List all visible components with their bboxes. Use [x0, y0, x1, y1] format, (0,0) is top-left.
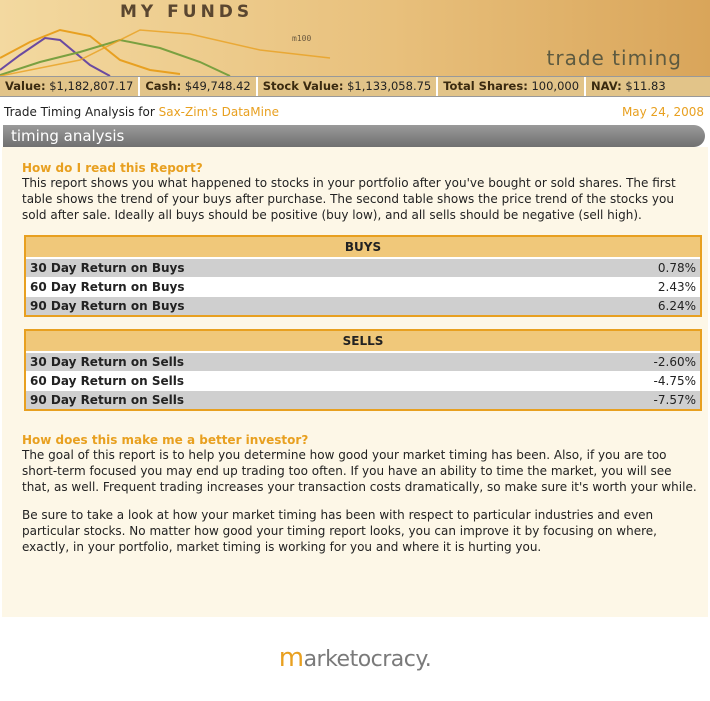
sells-table [24, 329, 702, 411]
fund-stats-bar [0, 76, 710, 97]
report-content [2, 147, 708, 617]
sells-table-header: SELLS [26, 331, 700, 352]
stat-value: Value: $1,182,807.17 [0, 77, 140, 96]
buys-table [24, 235, 702, 317]
table-row: 30 Day Return on Sells -2.60% [26, 352, 700, 371]
table-row: 60 Day Return on Buys 2.43% [26, 277, 700, 296]
paragraph-industries: Be sure to take a look at how your market timing has been with respect to particular industries and even particular stocks. No matter how good your timing report looks, you can improve it by focusing on where, exactly, in your portfolio, market timing is working for you and where it is hurting you. [22, 508, 657, 554]
stat-nav: NAV: $11.83 [586, 77, 710, 96]
buys-table-header: BUYS [26, 237, 700, 258]
marketocracy-logo[interactable]: marketocracy. [278, 643, 432, 673]
stat-total-shares: Total Shares: 100,000 [438, 77, 586, 96]
paragraph-better-investor: The goal of this report is to help you determine how good your market timing has been. Also, if you are too short-term focused you may end up trading too often. If you have an ability to time the market, you will see that, as well. Frequent trading increases your transaction costs dramatically, so make sure it's worth your while. [22, 448, 697, 494]
banner-title: MY FUNDS [120, 2, 254, 22]
question-better-investor: How does this make me a better investor? [22, 433, 309, 447]
table-row: 30 Day Return on Buys 0.78% [26, 258, 700, 277]
stat-stock-value: Stock Value: $1,133,058.75 [258, 77, 439, 96]
report-date: May 24, 2008 [621, 105, 704, 119]
stat-cash: Cash: $49,748.42 [140, 77, 257, 96]
analysis-subheader [0, 97, 710, 121]
table-row: 90 Day Return on Buys 6.24% [26, 296, 700, 315]
question-read-report: How do I read this Report? [22, 161, 203, 175]
banner-chart-label: m100 [292, 34, 312, 43]
fund-link[interactable]: Sax-Zim's DataMine [158, 105, 279, 119]
analysis-heading: Trade Timing Analysis for Sax-Zim's DataMine [4, 105, 279, 119]
table-row: 60 Day Return on Sells -4.75% [26, 371, 700, 390]
table-row: 90 Day Return on Sells -7.57% [26, 390, 700, 409]
section-title-bar: timing analysis [3, 125, 705, 147]
banner-subtitle: trade timing [546, 46, 682, 70]
header-banner [0, 0, 710, 76]
paragraph-read-report: This report shows you what happened to stocks in your portfolio after you've bought or sold shares. The first table shows the trend of your buys after purchase. The second table shows the price trend of the stocks you sold after sale. Ideally all buys should be positive (buy low), and all sells should be negative (sell high). [22, 176, 676, 222]
